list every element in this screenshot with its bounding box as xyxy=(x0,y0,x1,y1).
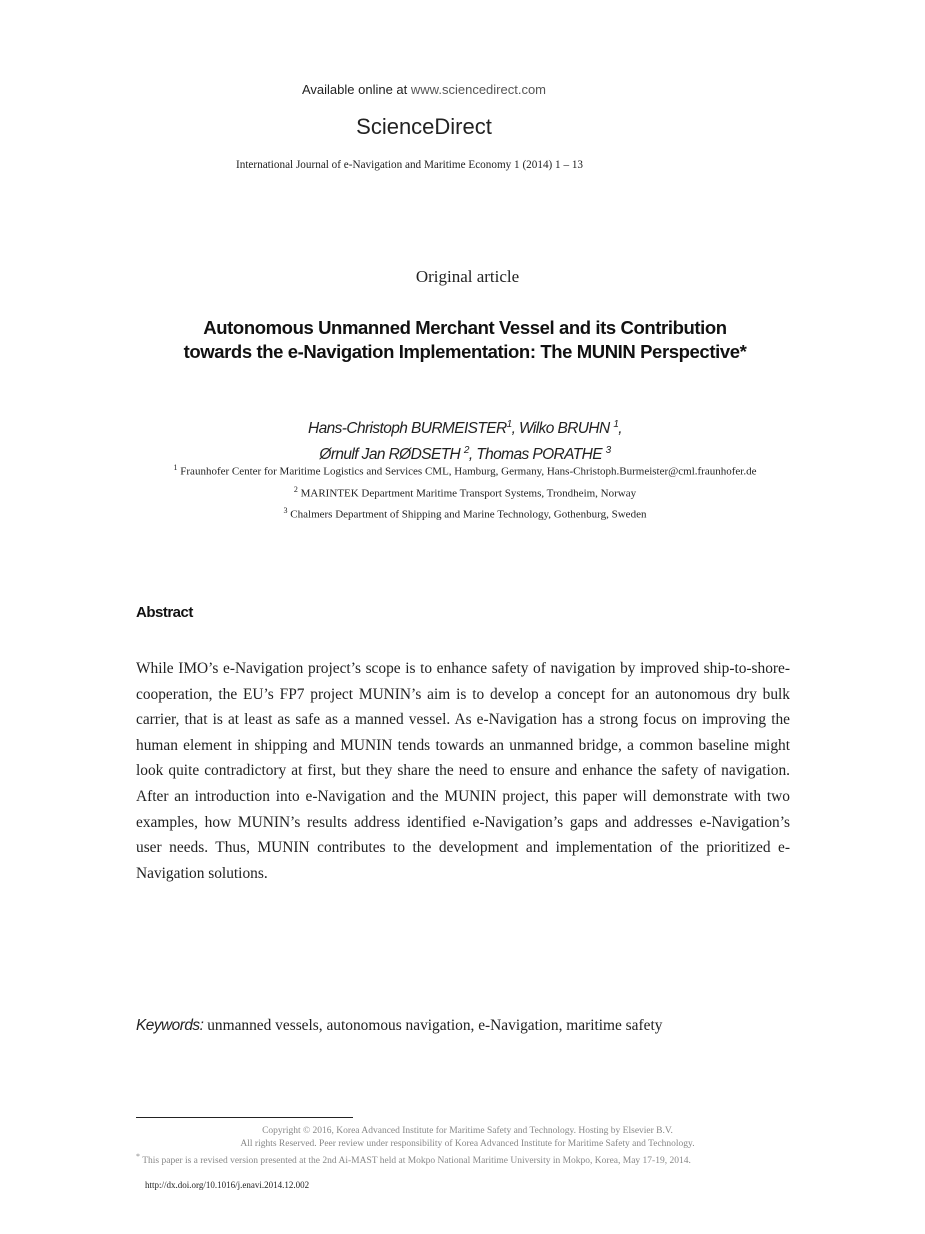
author-line-1: Hans-Christoph BURMEISTER$^1$, Wilko BRUHN $^1$, xyxy=(308,419,622,438)
affiliation-mark: 2 xyxy=(293,484,298,494)
article-title xyxy=(100,316,830,364)
affiliation-list xyxy=(120,459,810,524)
sciencedirect-logo-text: ScienceDirect xyxy=(356,114,492,139)
available-prefix: Available online at xyxy=(301,82,408,97)
title-line-1: Autonomous Unmanned Merchant Vessel and its Contribution xyxy=(203,317,727,338)
available-online-line xyxy=(0,82,848,97)
affiliation-text: Fraunhofer Center for Maritime Logistics and Services CML, Hamburg, Germany, Hans-Christoph.Burmeister@cml.fraunhofer.de xyxy=(180,465,757,478)
author-name: Wilko BRUHN xyxy=(519,420,610,438)
title-line-2: towards the e-Navigation Implementation: The MUNIN Perspective* xyxy=(183,341,747,362)
footnote-divider xyxy=(136,1117,353,1118)
affiliation-mark: 3 xyxy=(283,506,288,516)
copyright-line-2: All rights Reserved. Peer review under responsibility of Korea Advanced Institute for Maritime Safety and Technology. xyxy=(240,1139,695,1149)
author-name: Thomas PORATHE xyxy=(476,446,602,464)
affiliation-item xyxy=(120,481,810,503)
author-affil-mark: 3 xyxy=(605,445,611,457)
sciencedirect-link[interactable]: www.sciencedirect.com xyxy=(410,82,547,97)
copyright-notice xyxy=(0,1125,925,1151)
footnote xyxy=(136,1152,691,1166)
keywords-text: unmanned vessels, autonomous navigation, e-Navigation, maritime safety xyxy=(207,1017,663,1034)
affiliation-text: Chalmers Department of Shipping and Marine Technology, Gothenburg, Sweden xyxy=(290,508,647,521)
abstract-text: While IMO’s e-Navigation project’s scope is to enhance safety of navigation by improved ship-to-shore-cooperation, the EU’s FP7 project MUNIN’s aim is to develop a concept for an autonomous dry bulk carrier, that is at least as safe as a manned vessel. As e-Navigation has a strong focus on improving the human element in shipping and MUNIN tends towards an unmanned bridge, a common baseline might look quite contradictory at first, but they share the need to ensure and enhance the safety of navigation. After an introduction into e-Navigation and the MUNIN project, this paper will demonstrate with two examples, how MUNIN’s results address identified e-Navigation’s gaps and addresses e-Navigation’s user needs. Thus, MUNIN contributes to the development and implementation of the prioritized e-Navigation solutions. xyxy=(136,660,790,882)
affiliation-mark: 1 xyxy=(173,463,178,472)
keywords-line xyxy=(136,1017,662,1035)
abstract-heading: Abstract xyxy=(136,604,193,621)
keywords-label: Keywords: xyxy=(136,1017,204,1034)
author-name: Ørnulf Jan RØDSETH xyxy=(319,446,461,464)
footnote-text: This paper is a revised version presented at the 2nd Ai-MAST held at Mokpo National Maritime University in Mokpo, Korea, May 17-19, 2014. xyxy=(142,1156,691,1167)
author-affil-mark: 2 xyxy=(463,445,469,457)
author-name: Hans-Christoph BURMEISTER xyxy=(308,420,507,438)
affiliation-text: MARINTEK Department Maritime Transport Systems, Trondheim, Norway xyxy=(300,487,637,500)
copyright-line-1: Copyright © 2016, Korea Advanced Institute for Maritime Safety and Technology. Hosting by Elsevier B.V. xyxy=(262,1126,673,1136)
journal-citation: International Journal of e-Navigation and Maritime Economy 1 (2014) 1 – 13 xyxy=(236,159,584,171)
affiliation-item xyxy=(120,459,810,481)
author-line-2: Ørnulf Jan RØDSETH $^2$, Thomas PORATHE $^3$ xyxy=(319,445,611,464)
author-affil-mark: 1 xyxy=(613,419,619,430)
affiliation-item xyxy=(120,502,810,524)
doi-link[interactable]: http://dx.doi.org/10.1016/j.enavi.2014.12.002 xyxy=(145,1180,310,1190)
footnote-mark: * xyxy=(136,1152,140,1161)
article-type: Original article xyxy=(415,267,520,286)
author-affil-mark: 1 xyxy=(506,419,512,430)
